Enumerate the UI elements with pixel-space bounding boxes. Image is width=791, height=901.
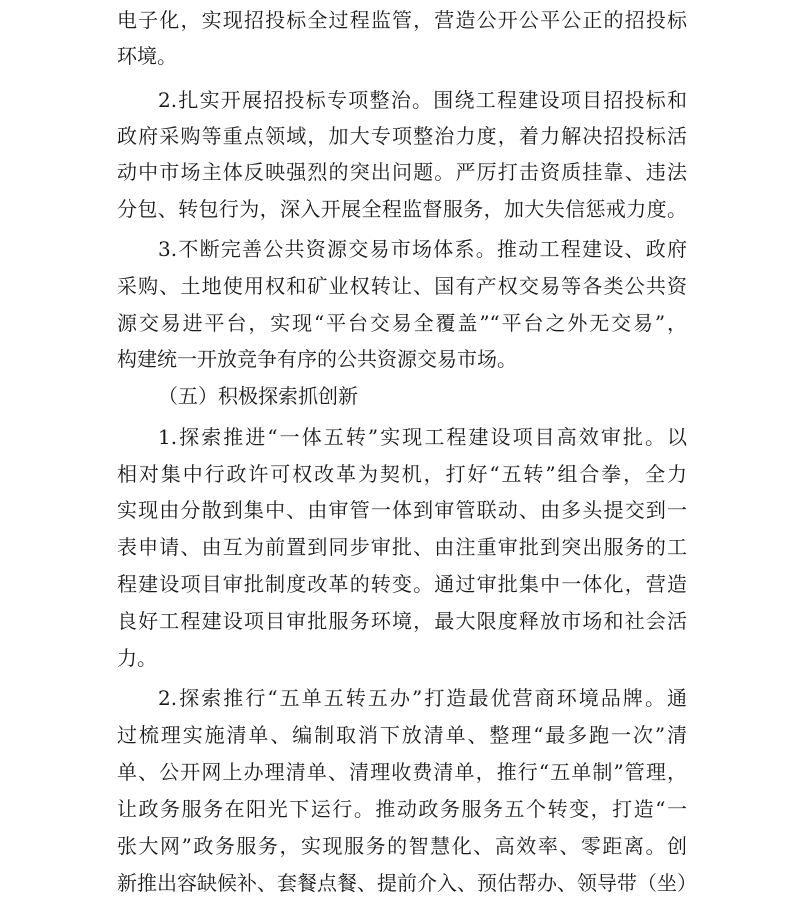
text-line: 新推出容缺候补、套餐点餐、提前介入、预估帮办、领导带（坐） [117,871,697,895]
text-line: 良好工程建设项目审批服务环境，最大限度释放市场和社会活 [117,609,687,633]
paragraph-heading: 1.探索推进“一体五转”实现工程建设项目高效审批。以 [158,425,687,449]
text-line: 过梳理实施清单、编制取消下放清单、整理“最多跑一次”清 [117,723,687,747]
text-line: 相对集中行政许可权改革为契机，打好“五转”组合拳，全力 [117,462,687,486]
paragraph-heading: 2.扎实开展招投标专项整治。围绕工程建设项目招投标和 [158,88,687,112]
text-line: 力。 [117,646,157,670]
text-line: 实现由分散到集中、由审管一体到审管联动、由多头提交到一 [117,498,687,522]
text-line: 单、公开网上办理清单、清理收费清单，推行“五单制”管理， [117,760,687,784]
text-line: 表申请、由互为前置到同步审批、由注重审批到突出服务的工 [117,535,687,559]
text-line: 让政务服务在阳光下运行。推动政务服务五个转变，打造“一 [117,797,687,821]
text-line: 采购、土地使用权和矿业权转让、国有产权交易等各类公共资 [117,274,687,298]
text-line: 源交易进平台，实现“平台交易全覆盖”“平台之外无交易”， [117,311,687,335]
paragraph-heading: 2.探索推行“五单五转五办”打造最优营商环境品牌。通 [158,686,687,710]
text-line: 张大网”政务服务，实现服务的智慧化、高效率、零距离。创 [117,834,687,858]
paragraph-heading: 3.不断完善公共资源交易市场体系。推动工程建设、政府 [158,237,687,261]
text-line: 构建统一开放竞争有序的公共资源交易市场。 [117,347,517,371]
text-line: 动中市场主体反映强烈的突出问题。严厉打击资质挂靠、违法 [117,160,687,184]
text-line: 政府采购等重点领域，加大专项整治力度，着力解决招投标活 [117,124,687,148]
text-line: 程建设项目审批制度改革的转变。通过审批集中一体化，营造 [117,572,687,596]
section-heading: （五）积极探索抓创新 [158,384,358,408]
text-line: 分包、转包行为，深入开展全程监督服务，加大失信惩戒力度。 [117,197,687,221]
text-line: 环境。 [117,44,177,68]
text-line: 电子化，实现招投标全过程监管，营造公开公平公正的招投标 [117,8,687,32]
